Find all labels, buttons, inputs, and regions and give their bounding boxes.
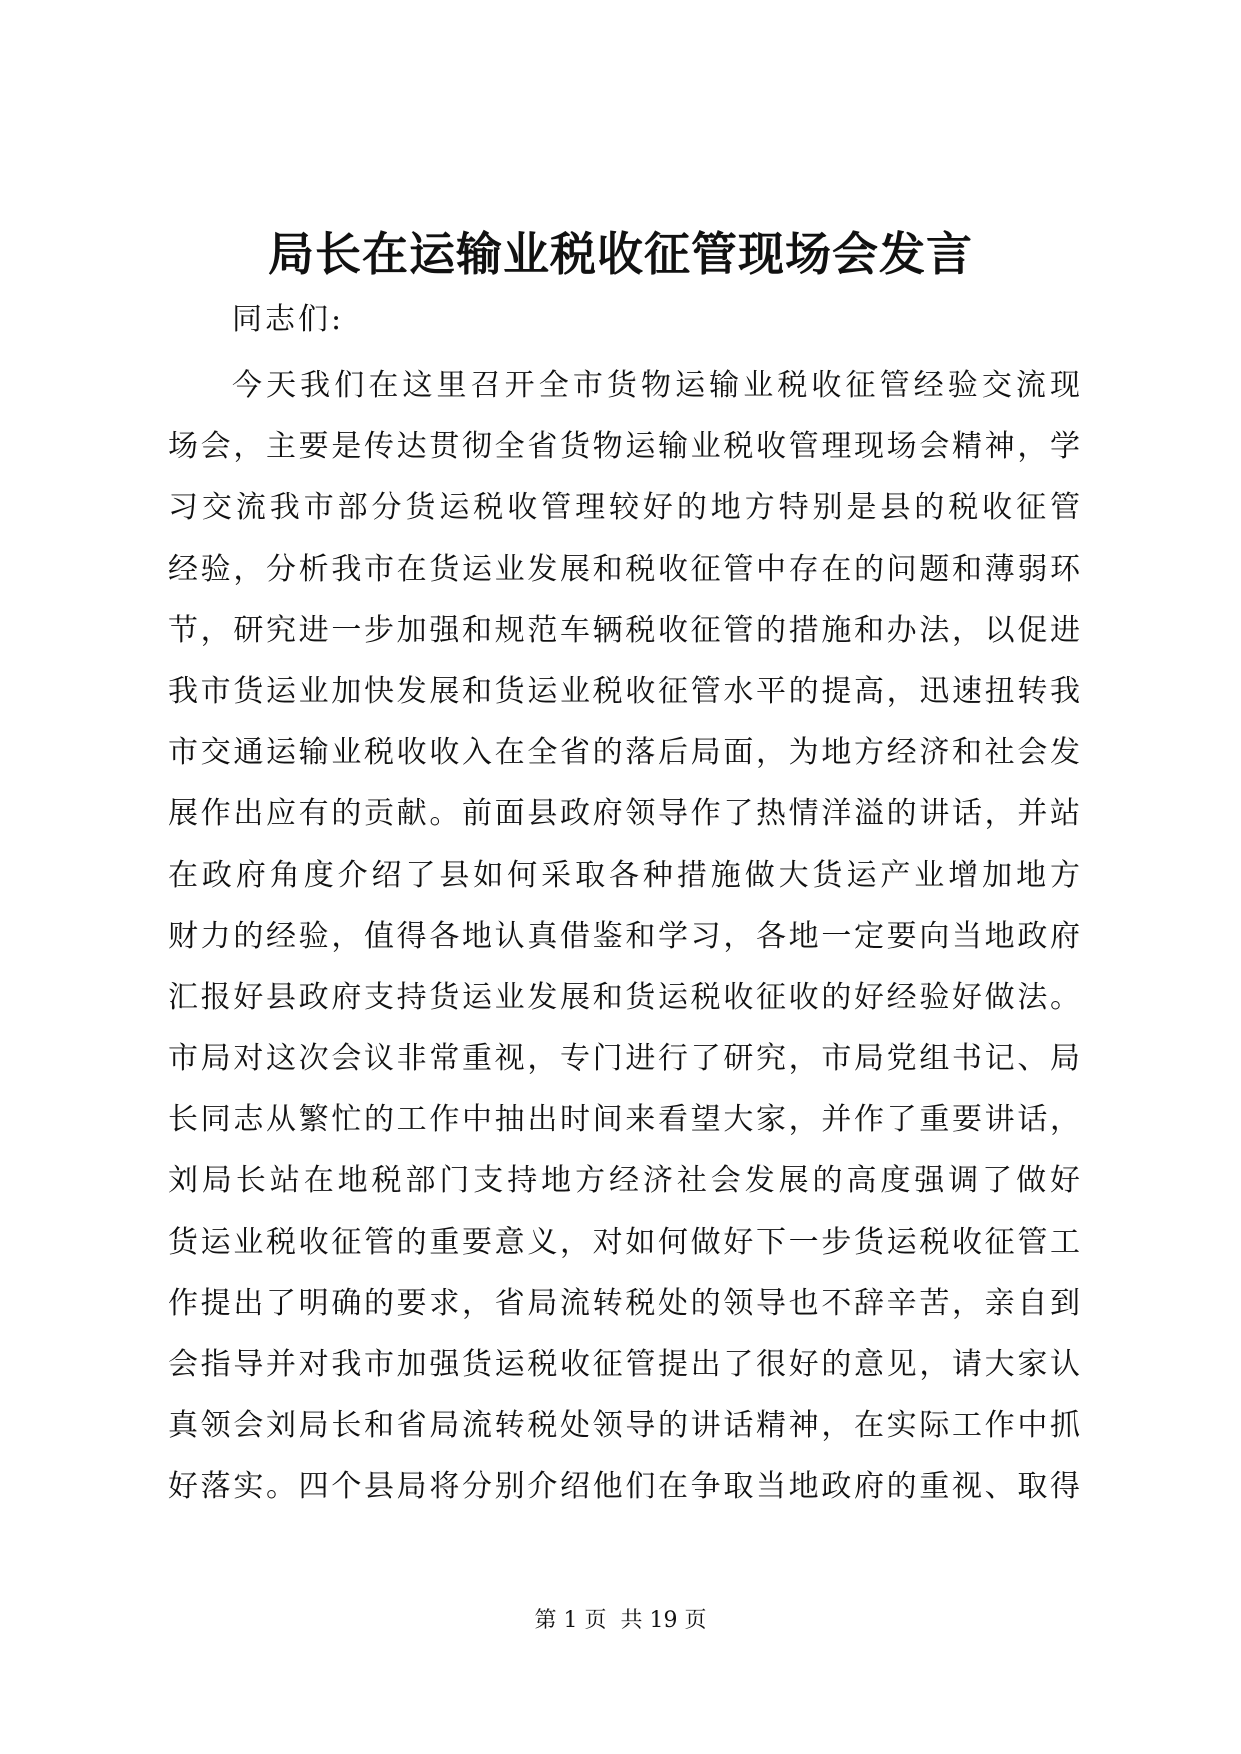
paragraph-line: 刘局长站在地税部门支持地方经济社会发展的高度强调了做好 <box>168 1163 1080 1199</box>
paragraph-line: 会指导并对我市加强货运税收征管提出了很好的意见，请大家认 <box>168 1347 1080 1382</box>
paragraph-line: 市局对这次会议非常重视，专门进行了研究，市局党组书记、局 <box>168 1041 1080 1077</box>
paragraph-line: 市交通运输业税收收入在全省的落后局面，为地方经济和社会发 <box>168 735 1080 771</box>
document-title: 局长在运输业税收征管现场会发言 <box>268 227 973 281</box>
paragraph-line: 财力的经验，值得各地认真借鉴和学习，各地一定要向当地政府 <box>168 918 1080 954</box>
page-footer <box>0 1607 1241 1635</box>
paragraph-line: 习交流我市部分货运税收管理较好的地方特别是县的税收征管 <box>168 490 1080 526</box>
paragraph-line: 我市货运业加快发展和货运业税收征管水平的提高，迅速扭转我 <box>168 673 1080 709</box>
body-paragraph <box>168 355 1080 1518</box>
page-number: 第 1 页 共 19 页 <box>534 1608 707 1633</box>
paragraph-line: 今天我们在这里召开全市货物运输业税收征管经验交流现 <box>232 368 1080 403</box>
paragraph-line: 长同志从繁忙的工作中抽出时间来看望大家，并作了重要讲话， <box>168 1102 1080 1138</box>
paragraph-line: 真领会刘局长和省局流转税处领导的讲话精神，在实际工作中抓 <box>168 1408 1080 1444</box>
paragraph-line: 经验，分析我市在货运业发展和税收征管中存在的问题和薄弱环 <box>168 551 1080 587</box>
paragraph-line: 货运业税收征管的重要意义，对如何做好下一步货运税收征管工 <box>168 1224 1080 1260</box>
paragraph-line: 汇报好县政府支持货运业发展和货运税收征收的好经验好做法。 <box>168 979 1080 1015</box>
paragraph-line: 展作出应有的贡献。前面县政府领导作了热情洋溢的讲话，并站 <box>168 796 1080 832</box>
paragraph-line: 作提出了明确的要求，省局流转税处的领导也不辞辛苦，亲自到 <box>168 1285 1080 1321</box>
paragraph-line: 场会，主要是传达贯彻全省货物运输业税收管理现场会精神，学 <box>168 429 1080 465</box>
paragraph-line: 在政府角度介绍了县如何采取各种措施做大货运产业增加地方 <box>168 857 1080 893</box>
salutation: 同志们: <box>232 302 345 337</box>
paragraph-line: 好落实。四个县局将分别介绍他们在争取当地政府的重视、取得 <box>168 1469 1080 1505</box>
paragraph-line: 节，研究进一步加强和规范车辆税收征管的措施和办法，以促进 <box>168 612 1080 648</box>
